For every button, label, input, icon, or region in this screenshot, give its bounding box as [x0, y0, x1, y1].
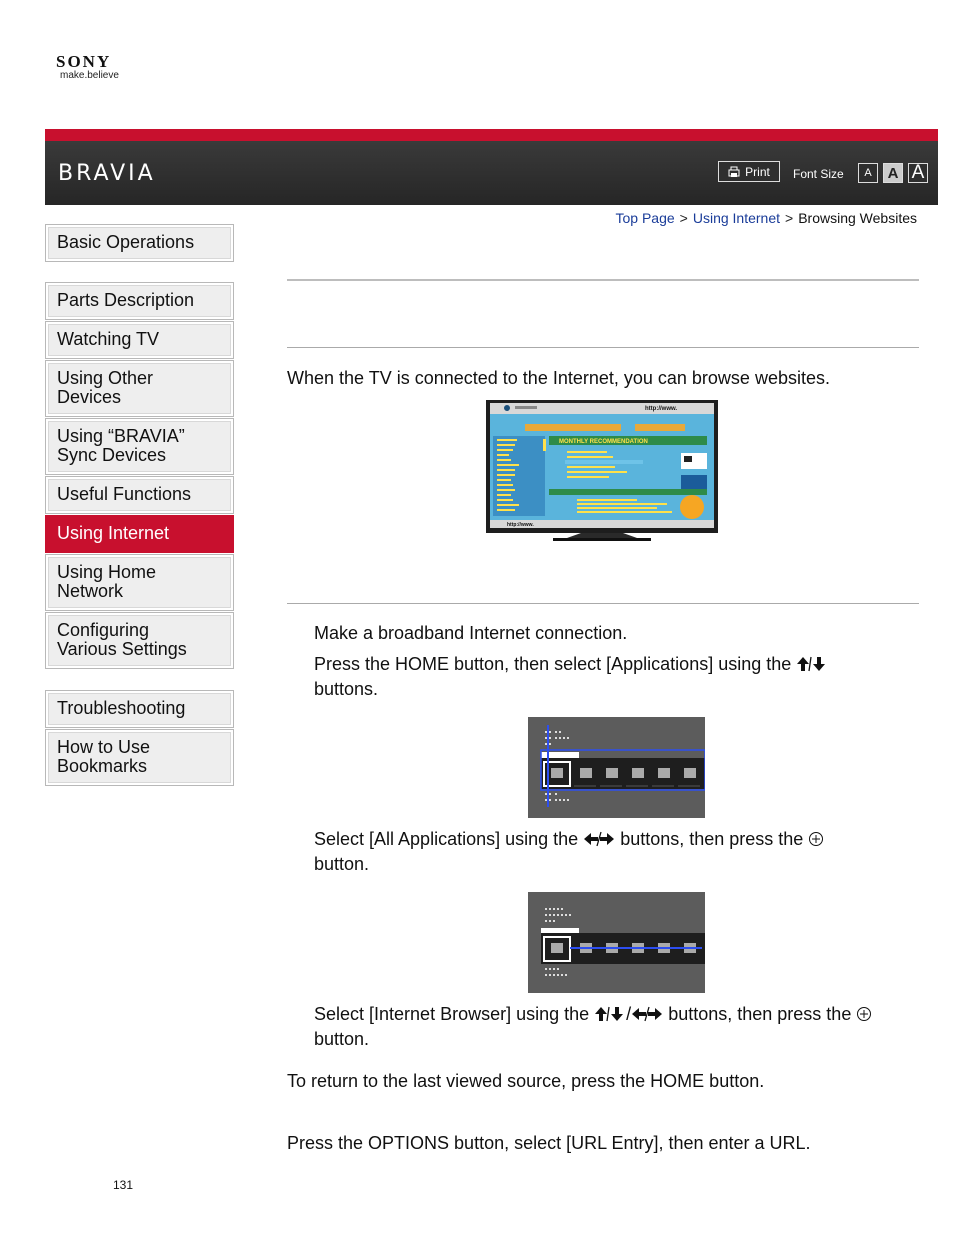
font-size-large-button[interactable]: A [908, 163, 928, 183]
breadcrumb-using-internet[interactable]: Using Internet [692, 210, 781, 226]
font-size-medium-button[interactable]: A [883, 163, 903, 183]
breadcrumb-current: Browsing Websites [798, 210, 917, 226]
tv-bottom-url: http://www. [507, 522, 534, 528]
breadcrumb-top-page[interactable]: Top Page [615, 210, 675, 226]
sidebar-item-using-home-network[interactable] [45, 554, 234, 611]
breadcrumb-separator: > [679, 210, 688, 226]
enter-circle-icon [856, 1006, 872, 1022]
step-3-part: button. [314, 854, 370, 874]
sony-logo: SONY [56, 52, 112, 71]
sidebar-item-label: Parts Description [57, 290, 195, 310]
return-note: To return to the last viewed source, press the HOME button. [287, 1071, 765, 1091]
sidebar-item-parts-description[interactable] [45, 282, 234, 320]
step-2-part: buttons. [314, 679, 379, 699]
banner-red-stripe [45, 129, 938, 141]
sidebar-item-useful-functions[interactable] [45, 476, 234, 514]
left-right-arrow-icon [631, 1006, 663, 1022]
sidebar-item-configuring-various-settings[interactable] [45, 612, 234, 669]
home-menu-screenshot-1 [528, 717, 705, 818]
step-3-part: buttons, then press the [620, 829, 804, 849]
breadcrumb [615, 210, 917, 226]
tv-banner-text: MONTHLY RECOMMENDATION [559, 439, 648, 445]
sidebar-item-using-bravia-sync-devices[interactable] [45, 418, 234, 475]
sony-tagline: make.believe [60, 70, 119, 81]
sidebar-item-label: Using Internet [57, 523, 170, 543]
step-2-part: Press the HOME button, then select [Applications] using the [314, 654, 792, 674]
page-number: 131 [113, 1178, 134, 1192]
step-3-part: Select [All Applications] using the [314, 829, 579, 849]
intro-text: When the TV is connected to the Internet, you can browse websites. [287, 368, 830, 388]
sidebar-item-label: Configuring [57, 620, 150, 640]
sidebar-item-label: Basic Operations [57, 232, 195, 252]
step-4-part: Select [Internet Browser] using the [314, 1004, 590, 1024]
step-4-text [314, 1002, 872, 1052]
divider [287, 347, 919, 348]
font-size-small-button[interactable]: A [858, 163, 878, 183]
bravia-logo: BRAVIA [58, 161, 156, 186]
tv-url-label: http://www. [645, 406, 678, 412]
sidebar-item-basic-operations[interactable] [45, 224, 234, 262]
sidebar-item-label: Various Settings [57, 639, 187, 659]
enter-circle-icon [808, 831, 824, 847]
sidebar-item-label: Network [57, 581, 124, 601]
sidebar-item-label: Using Home [57, 562, 157, 582]
url-entry-note: Press the OPTIONS button, select [URL Entry], then enter a URL. [287, 1133, 811, 1153]
home-menu-screenshot-2 [528, 892, 705, 993]
sidebar-item-label: How to Use [57, 737, 151, 757]
sidebar-item-label: Using Other [57, 368, 154, 388]
sidebar-item-label: Troubleshooting [57, 698, 186, 718]
sidebar-item-label: Watching TV [57, 329, 160, 349]
header-banner [45, 141, 938, 205]
print-label: Print [745, 164, 770, 179]
step-3-text [314, 827, 824, 877]
up-down-arrow-icon [594, 1006, 626, 1022]
breadcrumb-separator: > [785, 210, 794, 226]
step-1-text: Make a broadband Internet connection. [314, 623, 628, 643]
left-right-arrow-icon [583, 831, 615, 847]
font-size-label: Font Size [793, 167, 844, 181]
sidebar-item-troubleshooting[interactable] [45, 690, 234, 728]
step-2-text [314, 652, 828, 702]
slash: / [626, 1004, 632, 1024]
sidebar-item-how-to-use-bookmarks[interactable] [45, 729, 234, 786]
step-4-part: buttons, then press the [668, 1004, 852, 1024]
up-down-arrow-icon [796, 656, 828, 672]
sidebar-item-label: Sync Devices [57, 445, 167, 465]
sidebar-item-using-internet[interactable] [45, 515, 234, 553]
sidebar-item-label: Useful Functions [57, 484, 192, 504]
sidebar-item-label: Using “BRAVIA” [57, 426, 185, 446]
print-button[interactable] [718, 161, 780, 182]
sidebar-item-label: Devices [57, 387, 122, 407]
print-icon [728, 166, 740, 178]
sidebar-item-watching-tv[interactable] [45, 321, 234, 359]
divider [287, 603, 919, 604]
tv-browser-illustration [485, 399, 719, 546]
divider [287, 279, 919, 281]
step-4-part: button. [314, 1029, 370, 1049]
sidebar-item-label: Bookmarks [57, 756, 148, 776]
sidebar-item-using-other-devices[interactable] [45, 360, 234, 417]
